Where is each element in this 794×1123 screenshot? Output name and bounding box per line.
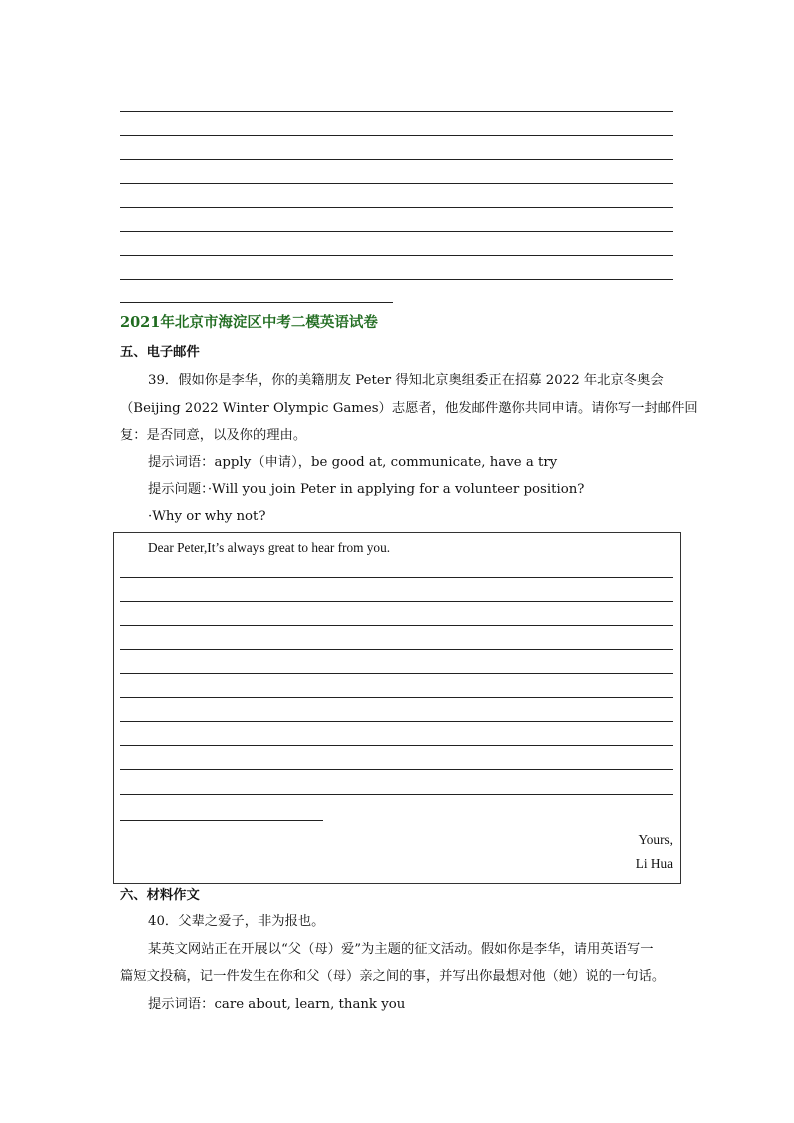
prompt-line1: 某英文网站正在开展以“父（母）爱”为主题的征文活动。假如你是李华，请用英语写一 bbox=[148, 942, 654, 957]
question-39-line3: 复：是否同意，以及你的理由。 bbox=[120, 428, 307, 443]
writing-line bbox=[120, 231, 673, 232]
writing-line bbox=[120, 279, 673, 280]
section6-heading: 六、材料作文 bbox=[120, 888, 200, 903]
answer-line[interactable] bbox=[120, 745, 673, 746]
writing-line-short bbox=[120, 302, 393, 303]
writing-line bbox=[120, 183, 673, 184]
section5-heading: 五、电子邮件 bbox=[120, 345, 200, 360]
writing-line bbox=[120, 111, 673, 112]
hint-words: 提示词语：apply（申请），be good at, communicate, have a try bbox=[148, 455, 558, 470]
writing-line bbox=[120, 207, 673, 208]
answer-line[interactable] bbox=[120, 673, 673, 674]
question-39-line2: （Beijing 2022 Winter Olympic Games）志愿者，他发邮件邀你共同申请。请你写一封邮件回 bbox=[120, 401, 698, 416]
hint-questions-2: ·Why or why not? bbox=[148, 509, 266, 524]
answer-line[interactable] bbox=[120, 625, 673, 626]
section6-hint-words: 提示词语：care about, learn, thank you bbox=[148, 997, 406, 1012]
answer-line[interactable] bbox=[120, 721, 673, 722]
answer-line[interactable] bbox=[120, 601, 673, 602]
writing-line bbox=[120, 135, 673, 136]
letter-opening: Dear Peter,It’s always great to hear from you. bbox=[148, 540, 391, 555]
answer-line[interactable] bbox=[120, 697, 673, 698]
writing-line bbox=[120, 159, 673, 160]
answer-line[interactable] bbox=[120, 769, 673, 770]
exam-title: 2021年北京市海淀区中考二模英语试卷 bbox=[120, 314, 378, 331]
answer-line[interactable] bbox=[120, 649, 673, 650]
answer-box bbox=[113, 532, 681, 884]
letter-signature: Li Hua bbox=[635, 856, 673, 871]
answer-line-short[interactable] bbox=[120, 820, 323, 821]
question-40: 40．父辈之爱子，非为报也。 bbox=[148, 914, 325, 929]
answer-line[interactable] bbox=[120, 577, 673, 578]
letter-closing: Yours, bbox=[638, 832, 673, 847]
question-39: 39．假如你是李华，你的美籍朋友 Peter 得知北京奥组委正在招募 2022 年北京冬奥会 bbox=[148, 373, 664, 388]
answer-line[interactable] bbox=[120, 794, 673, 795]
hint-questions: 提示问题：·Will you join Peter in applying for a volunteer position? bbox=[148, 482, 585, 497]
prompt-line2: 篇短文投稿，记一件发生在你和父（母）亲之间的事，并写出你最想对他（她）说的一句话。 bbox=[120, 969, 666, 984]
writing-line bbox=[120, 255, 673, 256]
